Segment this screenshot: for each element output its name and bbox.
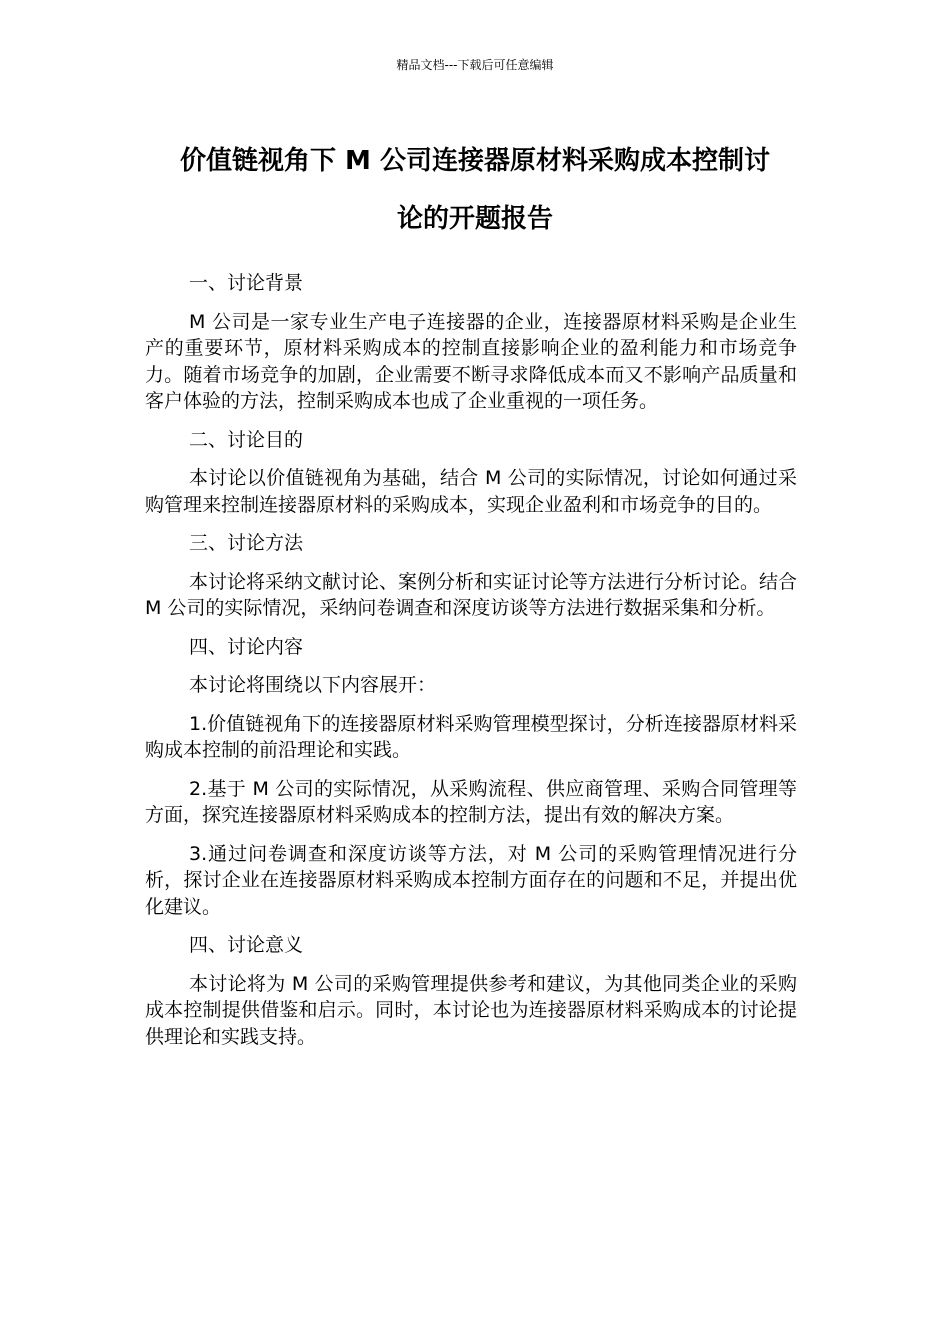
- list-item-content-1: 1.价值链视角下的连接器原材料采购管理模型探讨，分析连接器原材料采购成本控制的前沿理论和实践。: [145, 712, 797, 761]
- document-title: [140, 132, 810, 248]
- paragraph-method: 本讨论将采纳文献讨论、案例分析和实证讨论等方法进行分析讨论。结合 M 公司的实际情况，采纳问卷调查和深度访谈等方法进行数据采集和分析。: [145, 570, 798, 619]
- title-line-2: 论的开题报告: [396, 204, 553, 234]
- section-heading-purpose: 二、讨论目的: [189, 428, 304, 451]
- page-header-note: 精品文档---下载后可任意编辑: [396, 58, 554, 72]
- section-heading-significance: 四、讨论意义: [189, 934, 304, 956]
- list-item-content-3: 3.通过问卷调查和深度访谈等方法，对 M 公司的采购管理情况进行分析，探讨企业在连接器原材料采购成本控制方面存在的问题和不足，并提出优化建议。: [145, 842, 797, 918]
- section-heading-content: 四、讨论内容: [189, 635, 304, 658]
- paragraph-background: M 公司是一家专业生产电子连接器的企业，连接器原材料采购是企业生产的重要环节，原材料采购成本的控制直接影响企业的盈利能力和市场竞争力。随着市场竞争的加剧，企业需要不断寻求降低成本而又不影响产品质量和客户体验的方法，控制采购成本也成了企业重视的一项任务。: [145, 310, 797, 412]
- paragraph-purpose: 本讨论以价值链视角为基础，结合 M 公司的实际情况，讨论如何通过采购管理来控制连接器原材料的采购成本，实现企业盈利和市场竞争的目的。: [145, 467, 797, 516]
- list-item-content-2: 2.基于 M 公司的实际情况，从采购流程、供应商管理、采购合同管理等方面，探究连接器原材料采购成本的控制方法，提出有效的解决方案。: [145, 777, 797, 826]
- document-body: [145, 270, 797, 1062]
- title-line-1: 价值链视角下 M 公司连接器原材料采购成本控制讨: [180, 146, 770, 176]
- paragraph-content-intro: 本讨论将围绕以下内容展开：: [189, 674, 437, 696]
- paragraph-significance: 本讨论将为 M 公司的采购管理提供参考和建议，为其他同类企业的采购成本控制提供借鉴和启示。同时，本讨论也为连接器原材料采购成本的讨论提供理论和实践支持。: [145, 972, 797, 1048]
- section-heading-background: 一、讨论背景: [189, 272, 304, 294]
- section-heading-method: 三、讨论方法: [189, 532, 304, 554]
